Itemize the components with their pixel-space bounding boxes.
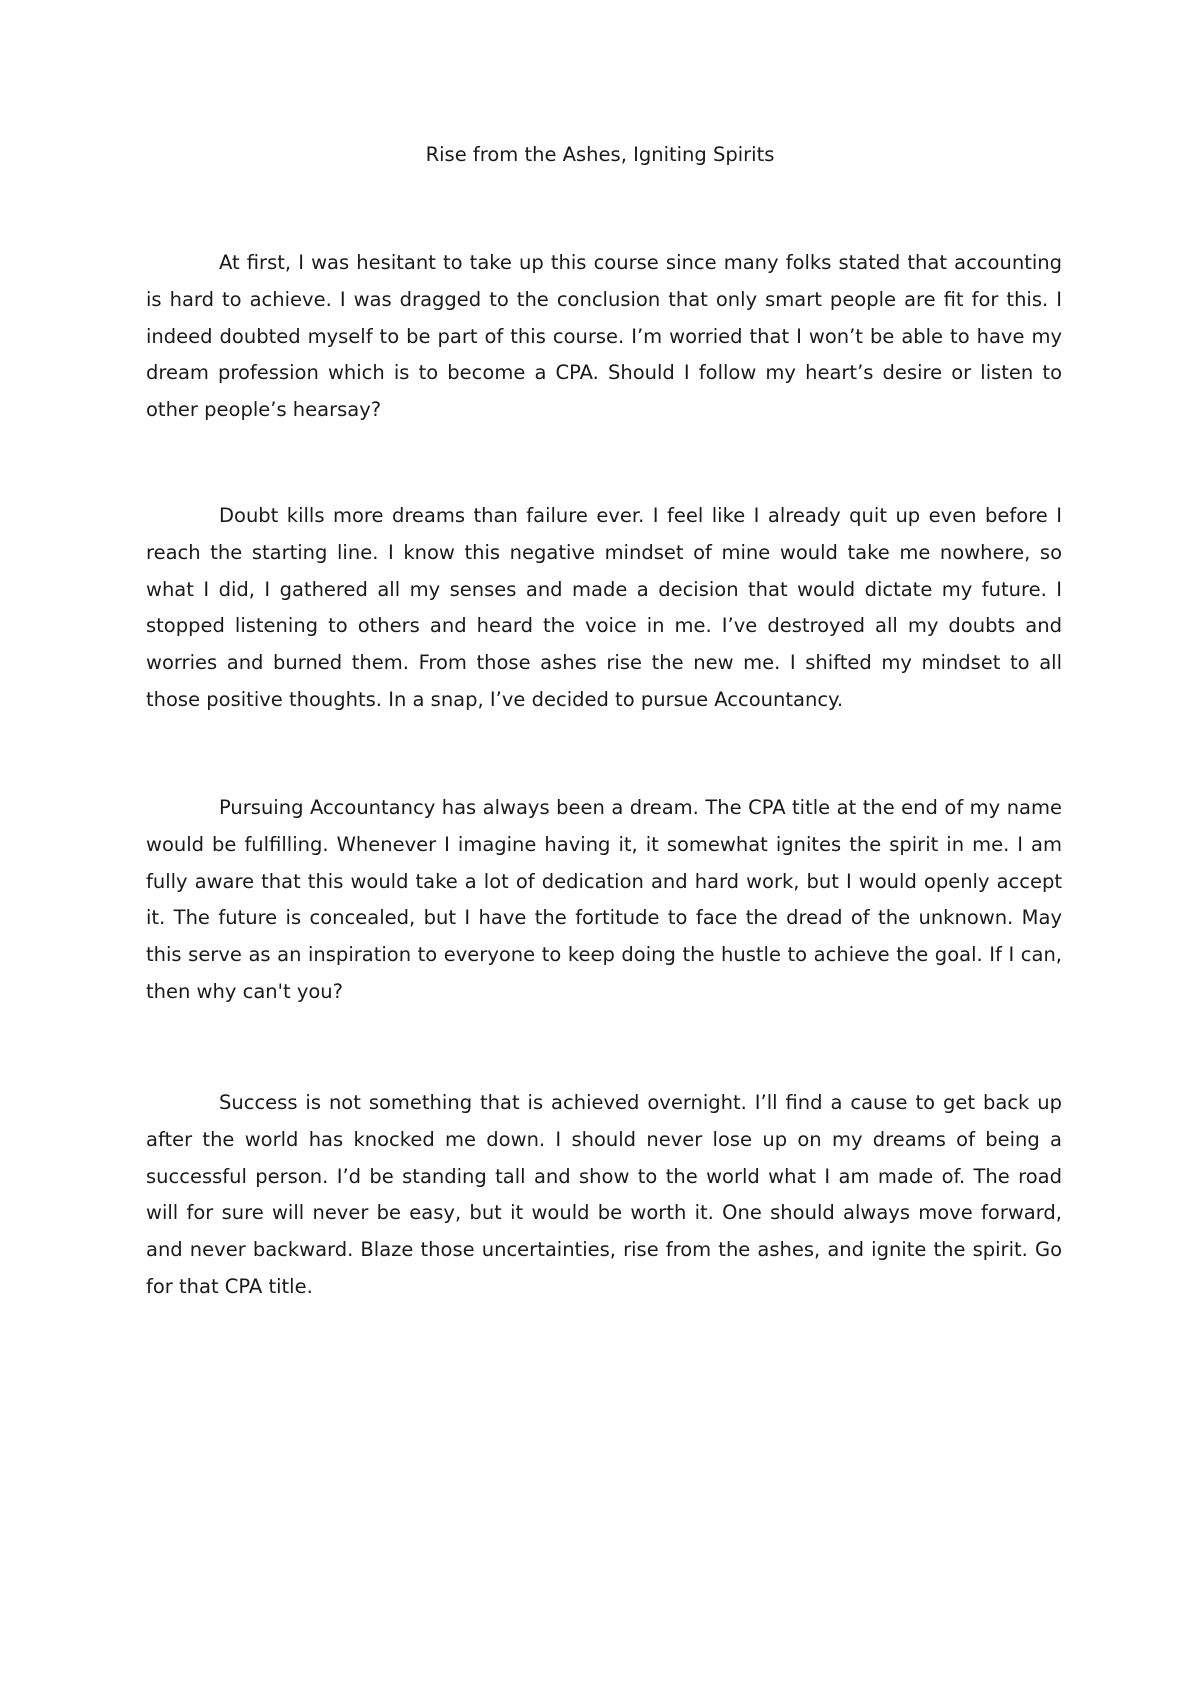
document-title: Rise from the Ashes, Igniting Spirits bbox=[425, 143, 775, 166]
paragraph-1: At first, I was hesitant to take up this course since many folks stated that accounting is hard to achieve. I was dragged to the conclusion that only smart people are fit for this. I indeed doubted myself to be part of this course. I’m worried that I won’t be able to have my dream profession which is to become a CPA. Should I follow my heart’s desire or listen to other people’s hearsay? bbox=[146, 251, 1062, 422]
paragraph-3: Pursuing Accountancy has always been a dream. The CPA title at the end of my name would be fulfilling. Whenever I imagine having it, it somewhat ignites the spirit in me. I am fully aware that this would take a lot of dedication and hard work, but I would openly accept it. The future is concealed, but I have the fortitude to face the dread of the unknown. May this serve as an inspiration to everyone to keep doing the hustle to achieve the goal. If I can, then why can't you? bbox=[146, 796, 1062, 1003]
paragraph-2: Doubt kills more dreams than failure ever. I feel like I already quit up even before I reach the starting line. I know this negative mindset of mine would take me nowhere, so what I did, I gathered all my senses and made a decision that would dictate my future. I stopped listening to others and heard the voice in me. I’ve destroyed all my doubts and worries and burned them. From those ashes rise the new me. I shifted my mindset to all those positive thoughts. In a snap, I’ve decided to pursue Accountancy. bbox=[146, 504, 1062, 711]
paragraph-4: Success is not something that is achieved overnight. I’ll find a cause to get back up after the world has knocked me down. I should never lose up on my dreams of being a successful person. I’d be standing tall and show to the world what I am made of. The road will for sure will never be easy, but it would be worth it. One should always move forward, and never backward. Blaze those uncertainties, rise from the ashes, and ignite the spirit. Go for that CPA title. bbox=[146, 1091, 1062, 1298]
